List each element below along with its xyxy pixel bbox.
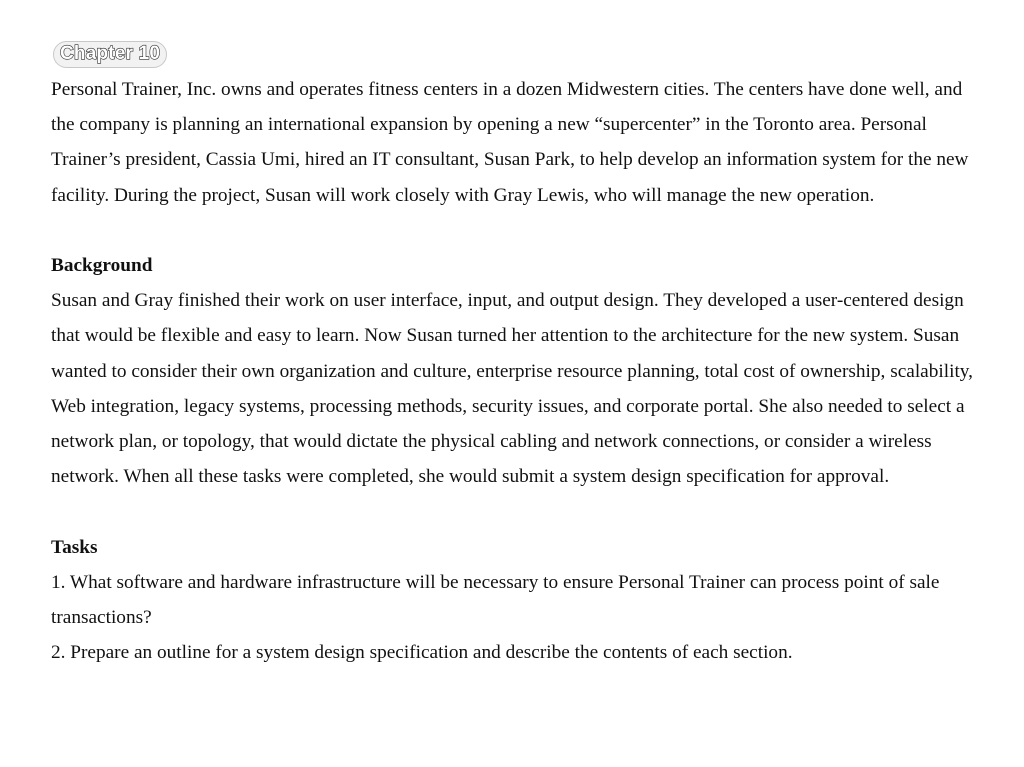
task-item-2: 2. Prepare an outline for a system design specification and describe the contents of each section.	[51, 642, 793, 664]
section-gap	[51, 494, 981, 529]
chapter-header	[51, 41, 981, 68]
tasks-section	[51, 530, 981, 671]
intro-paragraph: Personal Trainer, Inc. owns and operates fitness centers in a dozen Midwestern cities. The centers have done well, and the company is planning an international expansion by opening a new “supercenter” in the Toronto area. Personal Trainer’s president, Cassia Umi, hired an IT consultant, Susan Park, to help develop an information system for the new facility. During the project, Susan will work closely with Gray Lewis, who will manage the new operation.	[51, 79, 969, 206]
document-page	[51, 41, 981, 670]
background-section	[51, 248, 981, 494]
tasks-heading: Tasks	[51, 536, 98, 558]
task-item-1: 1. What software and hardware infrastructure will be necessary to ensure Personal Trainer can process point of sale transactions?	[51, 571, 940, 629]
section-gap	[51, 213, 981, 248]
chapter-label: Chapter 10	[53, 41, 167, 68]
background-heading: Background	[51, 255, 153, 276]
background-paragraph: Susan and Gray finished their work on user interface, input, and output design. They developed a user-centered design that would be flexible and easy to learn. Now Susan turned her attention to the architecture for the new system. Susan wanted to consider their own organization and culture, enterprise resource planning, total cost of ownership, scalability, Web integration, legacy systems, processing methods, security issues, and corporate portal. She also needed to select a network plan, or topology, that would dictate the physical cabling and network connections, or consider a wireless network. When all these tasks were completed, she would submit a system design specification for approval.	[51, 290, 974, 488]
